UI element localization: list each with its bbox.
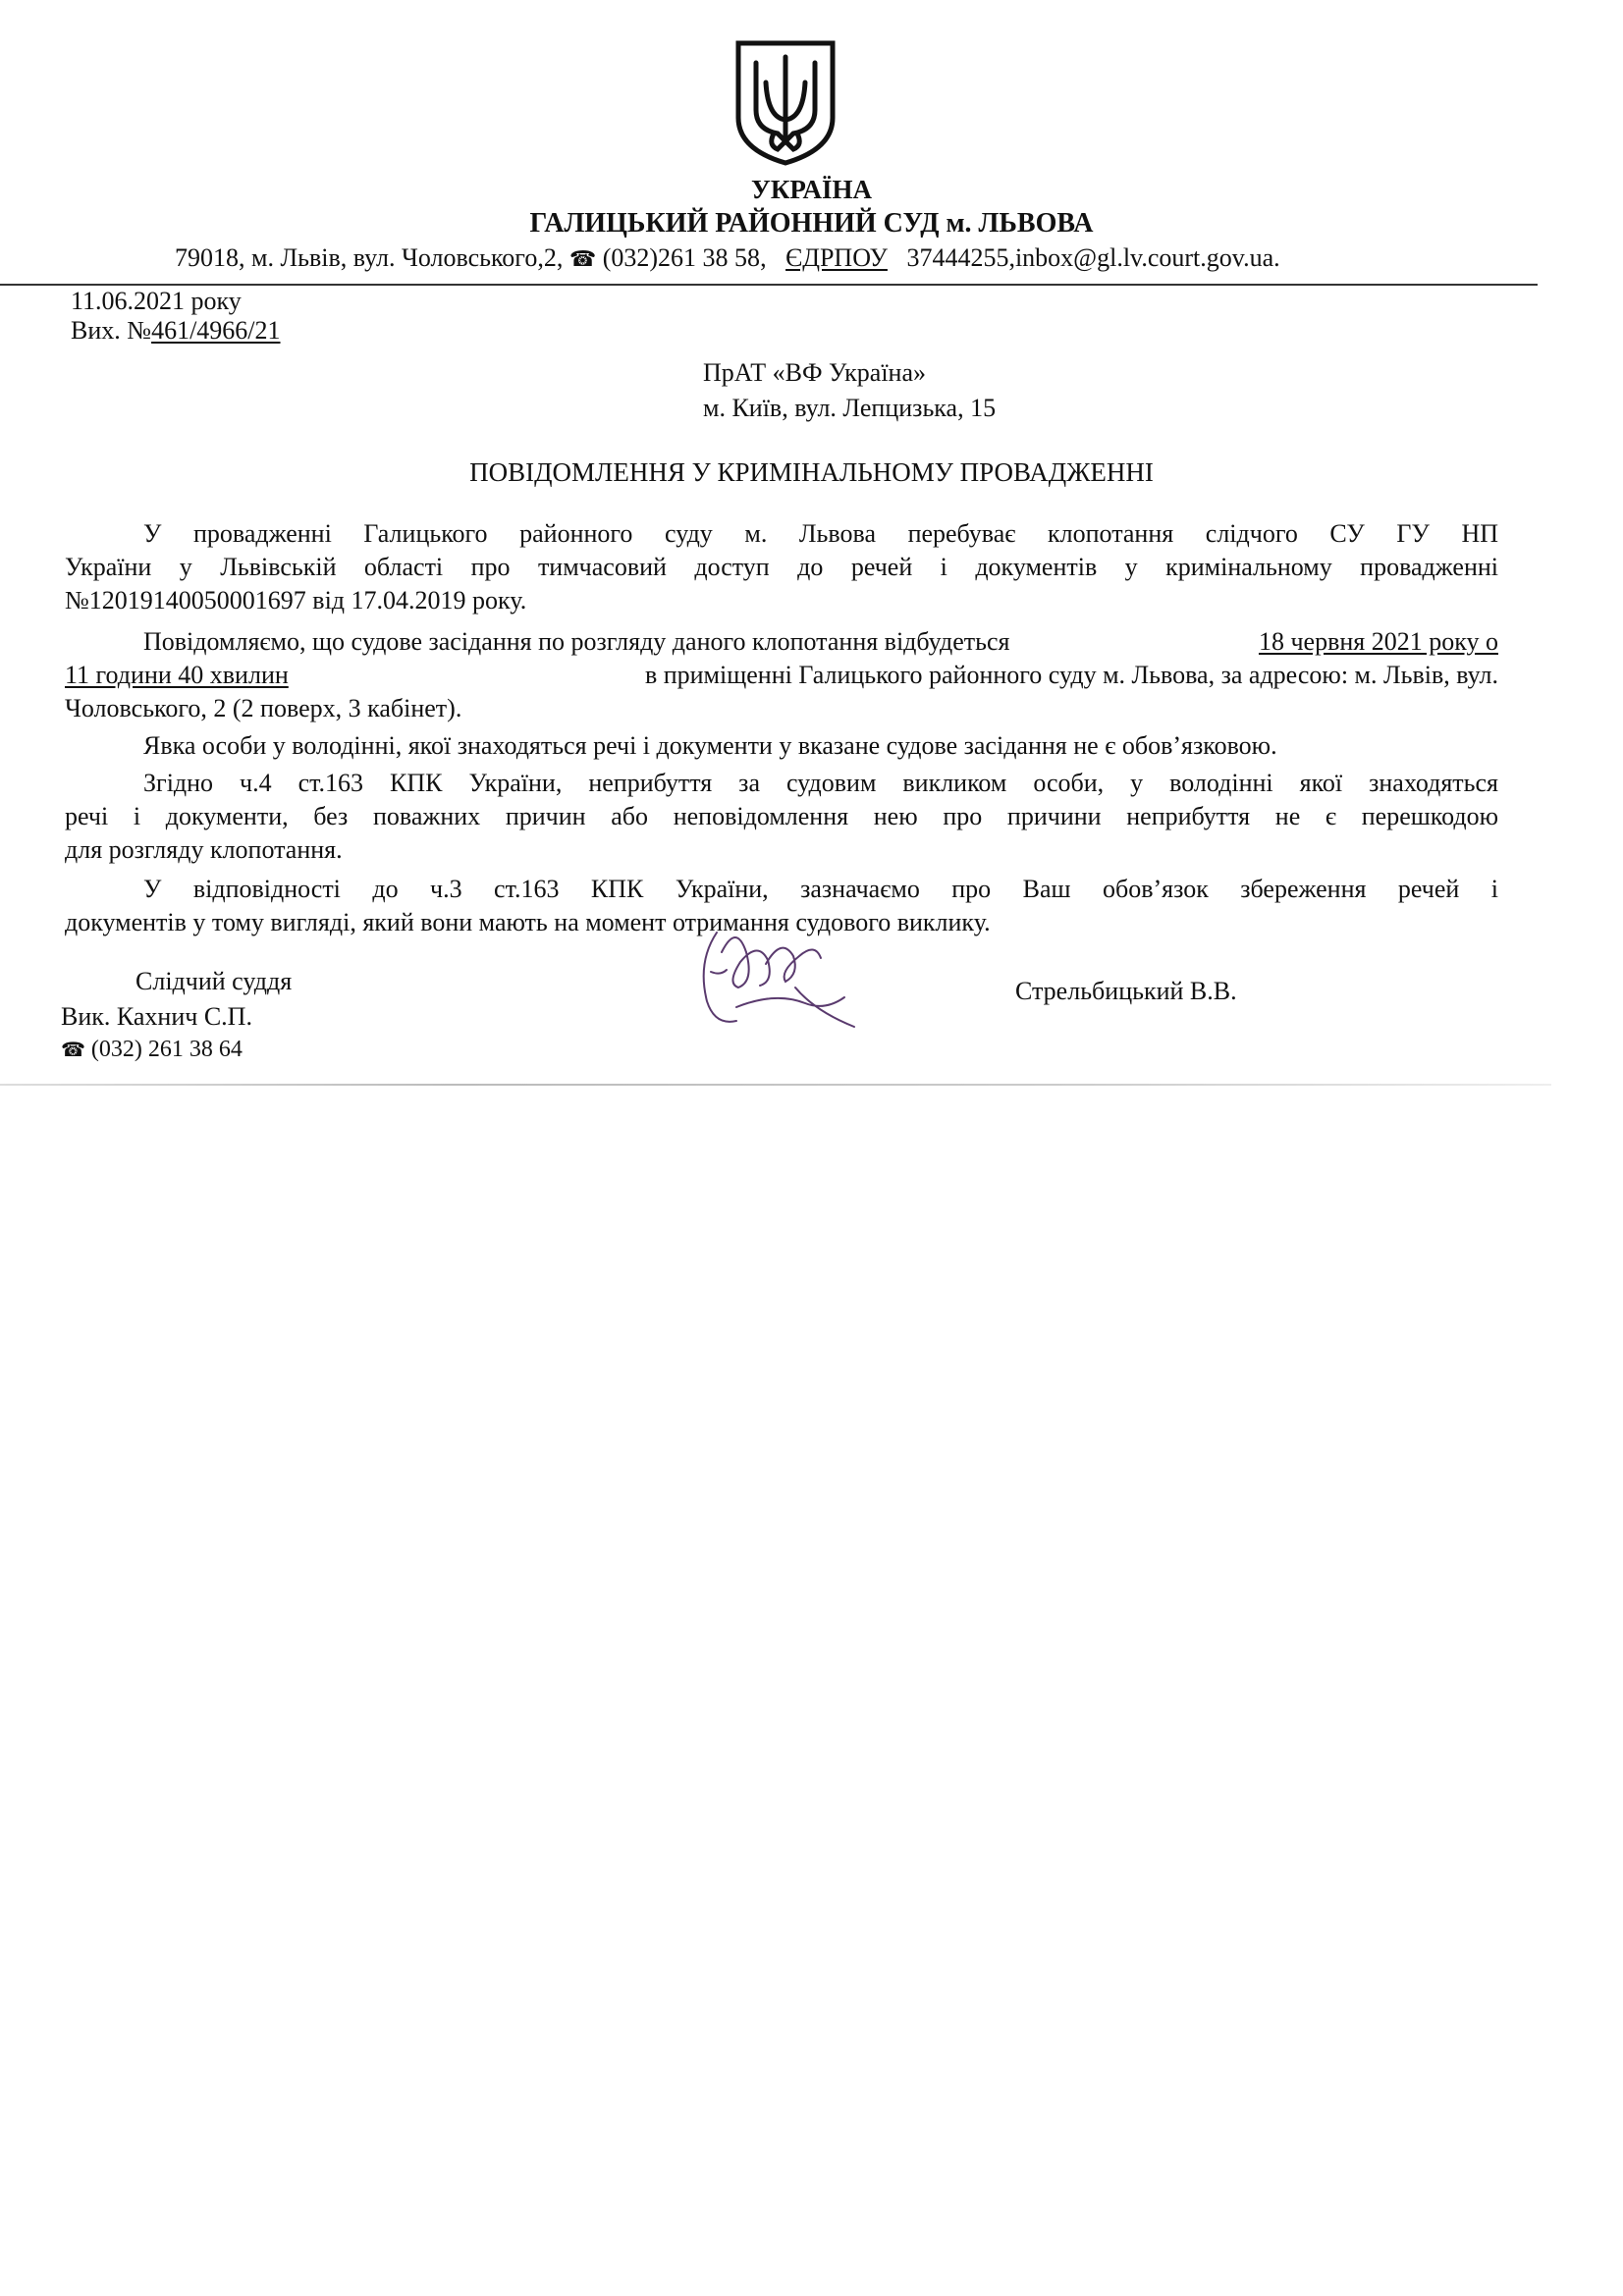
edrpou-and-email: 37444255,inbox@gl.lv.court.gov.ua. bbox=[906, 243, 1280, 272]
document-title: ПОВІДОМЛЕННЯ У КРИМІНАЛЬНОМУ ПРОВАДЖЕННІ bbox=[469, 457, 1154, 487]
paragraph-1-line-3: №12019140050001697 від 17.04.2019 року. bbox=[65, 586, 527, 614]
country-title: УКРАЇНА bbox=[751, 175, 872, 204]
recipient-name: ПрАТ «ВФ Україна» bbox=[703, 358, 927, 387]
court-name: ГАЛИЦЬКИЙ РАЙОННИЙ СУД м. ЛЬВОВА bbox=[529, 208, 1094, 239]
executor-name: Вик. Кахнич С.П. bbox=[61, 1002, 252, 1031]
paragraph-4-line-3: для розгляду клопотання. bbox=[65, 835, 343, 864]
court-phone: (032)261 38 58 bbox=[602, 243, 761, 272]
edrpou-label: ЄДРПОУ bbox=[785, 243, 888, 272]
paragraph-2-line-1 bbox=[143, 626, 1498, 657]
outgoing-number-prefix: Вих. № bbox=[71, 316, 152, 345]
coat-of-arms-icon bbox=[734, 39, 837, 167]
paragraph-3-line-1: Явка особи у володінні, якої знаходяться речі і документи у вказане судове засідання не є обов’язковою. bbox=[143, 731, 1277, 760]
signatory-name: Стрельбицький В.В. bbox=[1015, 977, 1237, 1005]
paragraph-5-line-1: У відповідності до ч.3 ст.163 КПК України, зазначаємо про Ваш обов’язок збереження речей і bbox=[143, 875, 1498, 903]
handwritten-signature bbox=[677, 913, 864, 1041]
paragraph-2-line-2 bbox=[65, 660, 1498, 690]
outgoing-date: 11.06.2021 року bbox=[71, 287, 242, 315]
phone-icon: ☎ bbox=[61, 1038, 85, 1061]
paragraph-2-line-3: Чоловського, 2 (2 поверх, 3 кабінет). bbox=[65, 694, 462, 722]
hearing-date: 18 червня 2021 року о bbox=[1258, 627, 1498, 656]
paragraph-2-location: в приміщенні Галицького районного суду м. Львова, за адресою: м. Львів, вул. bbox=[644, 661, 1498, 689]
paragraph-1-line-2: України у Львівській області про тимчасовий доступ до речей і документів у кримінальному провадженні bbox=[65, 553, 1498, 581]
paragraph-2-text: Повідомляємо, що судове засідання по розгляду даного клопотання відбудеться bbox=[143, 627, 1010, 656]
paragraph-5-line-2: документів у тому вигляді, який вони мають на момент отримання судового виклику. bbox=[65, 908, 991, 936]
paragraph-1-line-1: У провадженні Галицького районного суду м. Львова перебуває клопотання слідчого СУ ГУ НП bbox=[143, 519, 1498, 548]
court-address: 79018, м. Львів, вул. Чоловського,2, bbox=[175, 243, 564, 272]
hearing-time: 11 години 40 хвилин bbox=[65, 661, 289, 689]
paragraph-4-line-2: речі і документи, без поважних причин або неповідомлення нею про причини неприбуття не є перешкодою bbox=[65, 802, 1498, 830]
phone-icon: ☎ bbox=[568, 247, 597, 272]
executor-phone-line bbox=[61, 1035, 243, 1065]
court-address-line: 79018, м. Львів, вул. Чоловського,2, ☎ (032)261 38 58, ЄДРПОУ 37444255,inbox@gl.lv.court.gov.ua. bbox=[175, 243, 1280, 272]
recipient-address: м. Київ, вул. Лепцизька, 15 bbox=[703, 394, 997, 422]
signature-role: Слідчий суддя bbox=[135, 967, 293, 995]
executor-phone: (032) 261 38 64 bbox=[90, 1037, 243, 1062]
paragraph-4-line-1: Згідно ч.4 ст.163 КПК України, неприбуття за судовим викликом особи, у володінні якої знаходяться bbox=[143, 769, 1498, 797]
outgoing-number: 461/4966/21 bbox=[151, 316, 281, 345]
outgoing-number-line bbox=[71, 315, 281, 346]
scan-edge bbox=[0, 1084, 1551, 1086]
